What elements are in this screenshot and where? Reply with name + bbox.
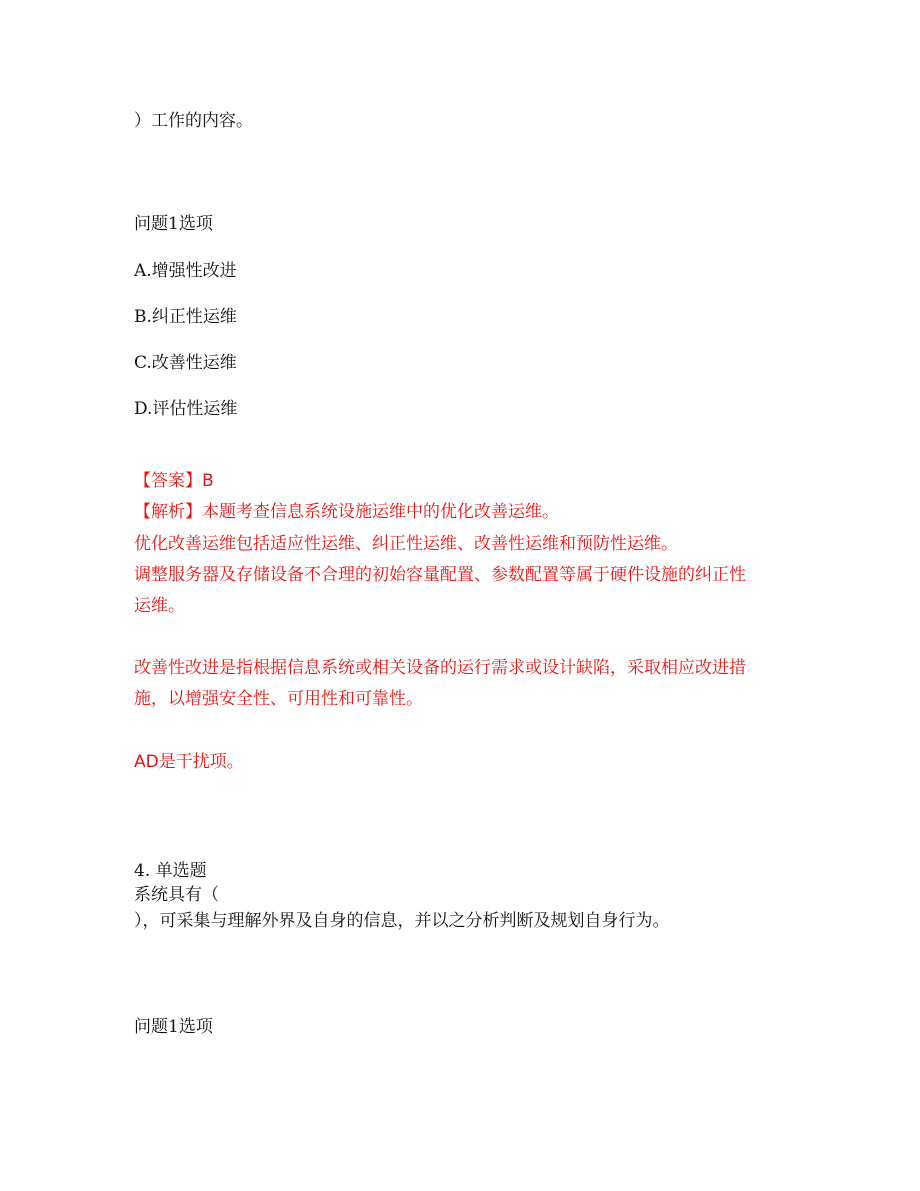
analysis-line-2: 优化改善运维包括适应性运维、纠正性运维、改善性运维和预防性运维。 (134, 534, 678, 554)
question3-options-heading: 问题1选项 (134, 214, 213, 234)
option-d: D.评估性运维 (134, 399, 238, 419)
question3-stem-tail: ）工作的内容。 (134, 111, 253, 131)
question4-options-heading: 问题1选项 (134, 1017, 213, 1037)
analysis-line-7: AD是干扰项。 (134, 752, 244, 772)
option-c: C.改善性运维 (134, 353, 237, 373)
analysis-line-6: 施，以增强安全性、可用性和可靠性。 (134, 689, 423, 709)
analysis-line-4: 运维。 (134, 596, 185, 616)
analysis-line-5: 改善性改进是指根据信息系统或相关设备的运行需求或设计缺陷，采取相应改进措 (134, 658, 746, 678)
analysis-line-3: 调整服务器及存储设备不合理的初始容量配置、参数配置等属于硬件设施的纠正性 (134, 565, 746, 585)
analysis-line-1: 【解析】本题考查信息系统设施运维中的优化改善运维。 (134, 502, 559, 522)
answer-line: 【答案】B (134, 471, 214, 491)
question4-stem-line-2: ），可采集与理解外界及自身的信息，并以之分析判断及规划自身行为。 (134, 911, 670, 931)
option-a: A.增强性改进 (134, 261, 237, 281)
question4-stem-line-1: 系统具有（ (134, 885, 219, 905)
question4-heading: 4. 单选题 (134, 861, 207, 881)
option-b: B.纠正性运维 (134, 307, 237, 327)
